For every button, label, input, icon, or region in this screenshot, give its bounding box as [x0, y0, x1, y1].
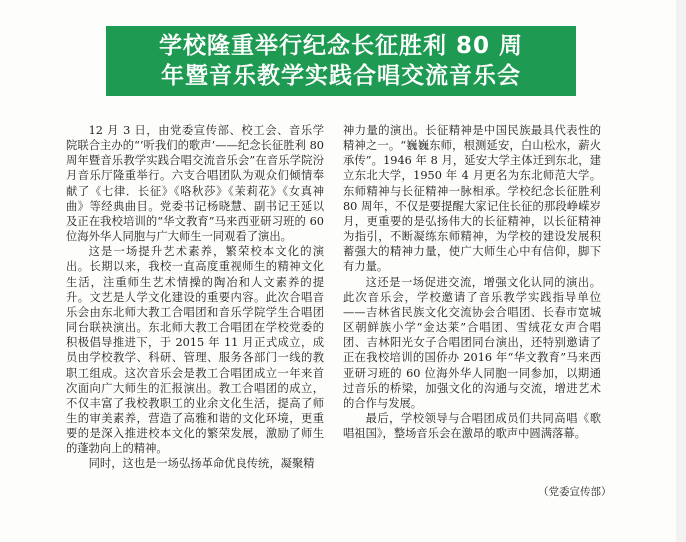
author-credit: （党委宣传部）: [538, 486, 612, 498]
paragraph: 同时，这也是一场弘扬革命优良传统，凝聚精: [88, 457, 315, 471]
headline-banner: [106, 26, 576, 96]
paragraph: 这是一场提升艺术素养，繁荣校本文化的演出。长期以来，我校一直高度重视师生的精神文化生活，注重师生艺术情操的陶冶和人文素养的提升。文艺是人学文化建设的重要内容。此次合唱音乐会由东北师大教工合唱团和音乐学院学生合唱团同台联袂演出。东北师大教工合唱团在学校党委的积极倡导推进下，于 2015 年 11 月正式成立，成员由学校教学、科研、管理、服务各部门一线的教职工组成。这次音乐会是教工合唱团成立一年来首次面向广大师生的汇报演出。教工合唱团的成立，不仅丰富了我校教职工的业余文化生活，提高了师生的审美素养，营造了高雅和谐的文化环境，更重要的是深入推进校本文化的繁荣发展，激励了师生的蓬勃向上的精神。: [66, 245, 324, 456]
paragraph: 最后，学校领导与合唱团成员们共同高唱《歌唱祖国》，整场音乐会在激昂的歌声中圆满落幕。: [343, 411, 601, 441]
headline-line-1: 学校隆重举行纪念长征胜利 80 周: [158, 33, 524, 59]
headline-line-2: 年暨音乐教学实践合唱交流音乐会: [161, 63, 521, 89]
article-right-column: [343, 123, 601, 441]
paragraph: 这还是一场促进交流，增强文化认同的演出。此次音乐会，学校邀请了音乐教学实践指导单位——吉林省民族文化交流协会合唱团、长春市宽城区朝鲜族小学“金达莱”合唱团、雪绒花女声合唱团、吉林阳光女子合唱团同台演出，还特别邀请了正在我校培训的国侨办 2016 年“华文教育”马来西亚研习班的 60 位海外华人同胞一同参加，以期通过音乐的桥梁，加强文化的沟通与交流，增进艺术的合作与发展。: [343, 275, 601, 410]
article-left-column: [66, 123, 324, 472]
paragraph: 神力量的演出。长征精神是中国民族最具代表性的精神之一。“巍巍东师，根测延安，白山松水，薪火承传”。1946 年 8 月，延安大学主体迁到东北，建立东北大学，1950 年 4 月更名为东北师范大学。东师精神与长征精神一脉相承。学校纪念长征胜利 80 周年，不仅是要提醒大家记住长征的那段峥嵘岁月，更重要的是弘扬伟大的长征精神，以长征精神为指引，不断凝练东师精神，为学校的建设发展积蓄强大的精神力量，使广大师生心中有信仰，脚下有力量。: [343, 124, 601, 274]
page-edge: [676, 0, 686, 542]
paragraph: 12 月 3 日，由党委宣传部、校工会、音乐学院联合主办的“‘听我们的歌声’——纪念长征胜利 80 周年暨音乐教学实践合唱交流音乐会”在音乐学院汾月音乐厅隆重举行。六支合唱团队为观众们倾情奉献了《七律．长征》《咯秋莎》《茉莉花》《女真神曲》等经典曲目。党委书记杨晓慧、副书记王延以及正在我校培训的“华文教育”马来西亚研习班的 60 位海外华人同胞与广大师生一同观看了演出。: [66, 124, 324, 244]
